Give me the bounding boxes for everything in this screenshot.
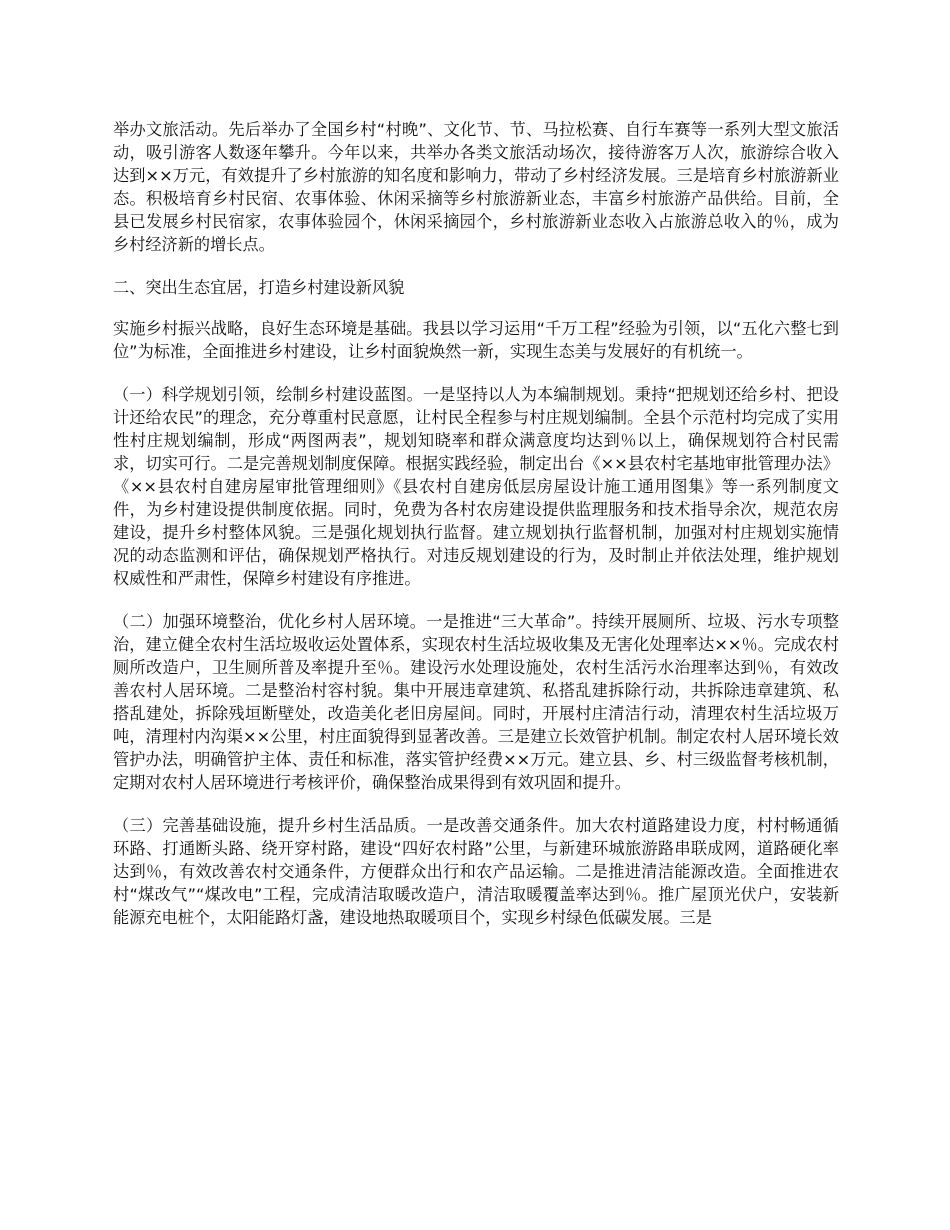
body-paragraph: 实施乡村振兴战略，良好生态环境是基础。我县以学习运用“千万工程”经验为引领，以“五化六整七到位”为标准，全面推进乡村建设，让乡村面貌焕然一新，实现生态美与发展好的有机统一。 bbox=[113, 319, 839, 361]
body-paragraph: 举办文旅活动。先后举办了全国乡村“村晚”、文化节、节、马拉松赛、自行车赛等一系列大型文旅活动，吸引游客人数逐年攀升。今年以来，共举办各类文旅活动场次，接待游客万人次，旅游综合收入达到××万元，有效提升了乡村旅游的知名度和影响力，带动了乡村经济发展。三是培育乡村旅游新业态。积极培育乡村民宿、农事体验、休闲采摘等乡村旅游新业态，丰富乡村旅游产品供给。目前，全县已发展乡村民宿家，农事体验园个，休闲采摘园个，乡村旅游新业态收入占旅游总收入的％，成为乡村经济新的增长点。 bbox=[113, 120, 839, 254]
body-paragraph: （二）加强环境整治，优化乡村人居环境。一是推进“三大革命”。持续开展厕所、垃圾、污水专项整治，建立健全农村生活垃圾收运处置体系，实现农村生活垃圾收集及无害化处理率达××％。完成农村厕所改造户，卫生厕所普及率提升至％。建设污水处理设施处，农村生活污水治理率达到％，有效改善农村人居环境。二是整治村容村貌。集中开展违章建筑、私搭乱建拆除行动，共拆除违章建筑、私搭乱建处，拆除残垣断壁处，改造美化老旧房屋间。同时，开展村庄清洁行动，清理农村生活垃圾万吨，清理村内沟渠××公里，村庄面貌得到显著改善。三是建立长效管护机制。制定农村人居环境长效管护办法，明确管护主体、责任和标准，落实管护经费××万元。建立县、乡、村三级监督考核机制，定期对农村人居环境进行考核评价，确保整治成果得到有效巩固和提升。 bbox=[113, 612, 839, 792]
document-page bbox=[113, 118, 839, 949]
body-paragraph: （一）科学规划引领，绘制乡村建设蓝图。一是坚持以人为本编制规划。秉持“把规划还给乡村、把设计还给农民”的理念，充分尊重村民意愿，让村民全程参与村庄规划编制。全县个示范村均完成了实用性村庄规划编制，形成“两图两表”，规划知晓率和群众满意度均达到％以上，确保规划符合村民需求，切实可行。二是完善规划制度保障。根据实践经验，制定出台《××县农村宅基地审批管理办法》《××县农村自建房屋审批管理细则》《县农村自建房低层房屋设计施工通用图集》等一系列制度文件，为乡村建设提供制度依据。同时，免费为各村农房建设提供监理服务和技术指导余次，规范农房建设，提升乡村整体风貌。三是强化规划执行监督。建立规划执行监督机制，加强对村庄规划实施情况的动态监测和评估，确保规划严格执行。对违反规划建设的行为，及时制止并依法处理，维护规划权威性和严肃性，保障乡村建设有序推进。 bbox=[113, 385, 839, 588]
section-heading: 二、突出生态宜居，打造乡村建设新风貌 bbox=[113, 278, 405, 297]
body-paragraph: （三）完善基础设施，提升乡村生活品质。一是改善交通条件。加大农村道路建设力度，村村畅通循环路、打通断头路、绕开穿村路，建设“四好农村路”公里，与新建环城旅游路串联成网，道路硬化率达到％，有效改善农村交通条件，方便群众出行和农产品运输。二是推进清洁能源改造。全面推进农村“煤改气”“煤改电”工程，完成清洁取暖改造户，清洁取暖覆盖率达到％。推广屋顶光伏户，安装新能源充电桩个，太阳能路灯盏，建设地热取暖项目个，实现乡村绿色低碳发展。三是 bbox=[113, 816, 839, 927]
